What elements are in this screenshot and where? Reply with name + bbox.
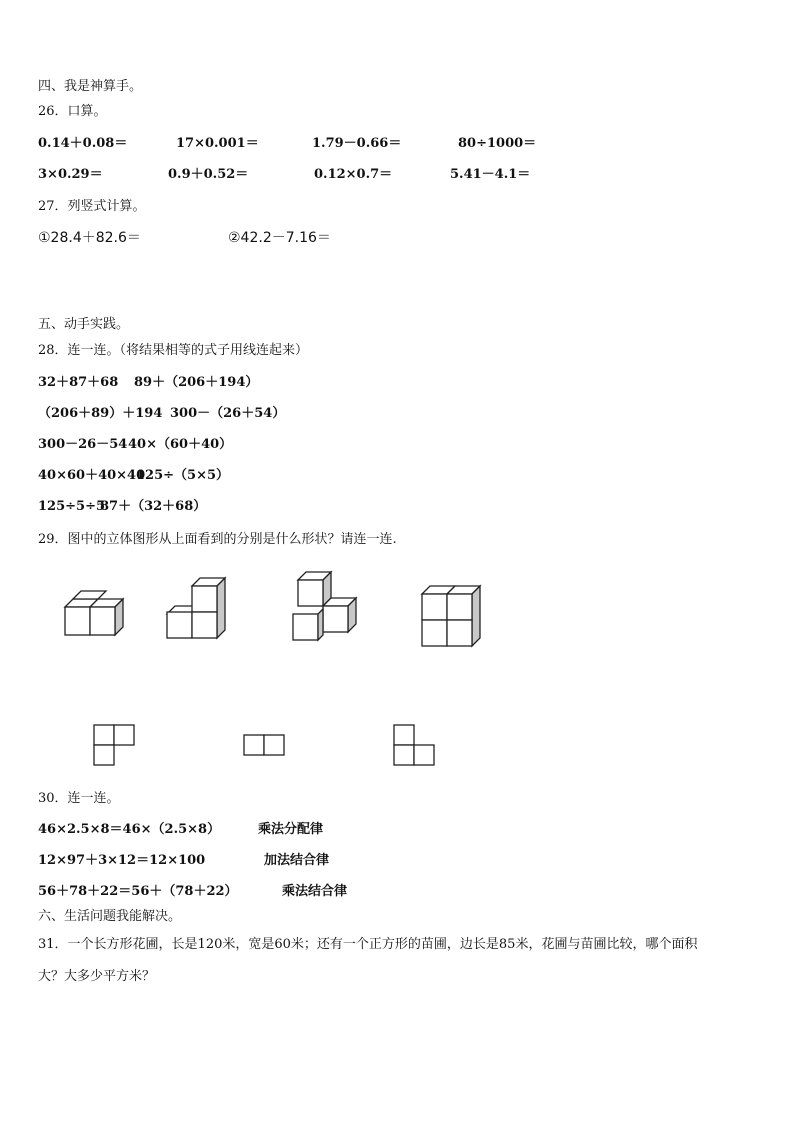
law-name: 乘法结合律: [282, 884, 348, 899]
match-left-expression: （206＋89）＋194: [38, 406, 163, 421]
top-view-shape-2: [243, 734, 287, 758]
oral-calc-item: 1.79－0.66＝: [312, 136, 402, 151]
oral-calc-item: 17×0.001＝: [176, 136, 259, 151]
law-equation: 56＋78＋22＝56＋（78＋22）: [38, 884, 238, 899]
oral-calc-item: 0.14＋0.08＝: [38, 136, 128, 151]
question-31-text: 31．一个长方形花圃，长是120米，宽是60米；还有一个正方形的苗圃，边长是85米，花圃与苗圃比较，哪个面积: [38, 937, 698, 952]
question-26-title: 26．口算。: [38, 104, 107, 119]
match-right-expression: 300－（26＋54）: [170, 406, 286, 421]
oral-calc-item: 0.12×0.7＝: [314, 167, 393, 182]
vertical-calc-item: ①28.4＋82.6＝: [38, 230, 141, 246]
match-left-expression: 125÷5÷5: [38, 499, 106, 514]
oral-calc-item: 3×0.29＝: [38, 167, 103, 182]
section-heading-4: 四、我是神算手。: [38, 79, 143, 94]
oral-calc-item: 5.41－4.1＝: [450, 167, 531, 182]
question-27-title: 27．列竖式计算。: [38, 199, 146, 214]
cube-figure-1: [60, 588, 130, 638]
section-heading-5: 五、动手实践。: [38, 317, 130, 332]
cube-figure-2: [162, 578, 232, 640]
match-right-expression: 40×（60＋40）: [128, 437, 233, 452]
question-31-text-continued: 大？大多少平方米？: [38, 969, 156, 984]
match-left-expression: 300－26－54: [38, 437, 128, 452]
match-right-expression: 87＋（32＋68）: [100, 499, 207, 514]
vertical-calc-item: ②42.2－7.16＝: [228, 230, 331, 246]
question-28-title: 28．连一连。（将结果相等的式子用线连起来）: [38, 343, 309, 358]
question-30-title: 30．连一连。: [38, 791, 120, 806]
match-right-expression: 125÷（5×5）: [136, 468, 230, 483]
match-left-expression: 32＋87＋68: [38, 375, 119, 390]
cube-figure-3: [290, 572, 365, 644]
section-heading-6: 六、生活问题我能解决。: [38, 909, 182, 924]
oral-calc-item: 80÷1000＝: [458, 136, 537, 151]
top-view-shape-1: [93, 724, 137, 768]
law-equation: 46×2.5×8＝46×（2.5×8）: [38, 822, 221, 837]
match-right-expression: 89＋（206＋194）: [134, 375, 259, 390]
law-equation: 12×97＋3×12＝12×100: [38, 853, 206, 868]
cube-figure-4: [418, 585, 486, 649]
match-left-expression: 40×60＋40×40: [38, 468, 146, 483]
oral-calc-item: 0.9＋0.52＝: [168, 167, 249, 182]
law-name: 乘法分配律: [258, 822, 324, 837]
question-29-title: 29．图中的立体图形从上面看到的分别是什么形状？请连一连.: [38, 532, 397, 547]
top-view-shape-3: [393, 724, 437, 768]
law-name: 加法结合律: [264, 853, 330, 868]
